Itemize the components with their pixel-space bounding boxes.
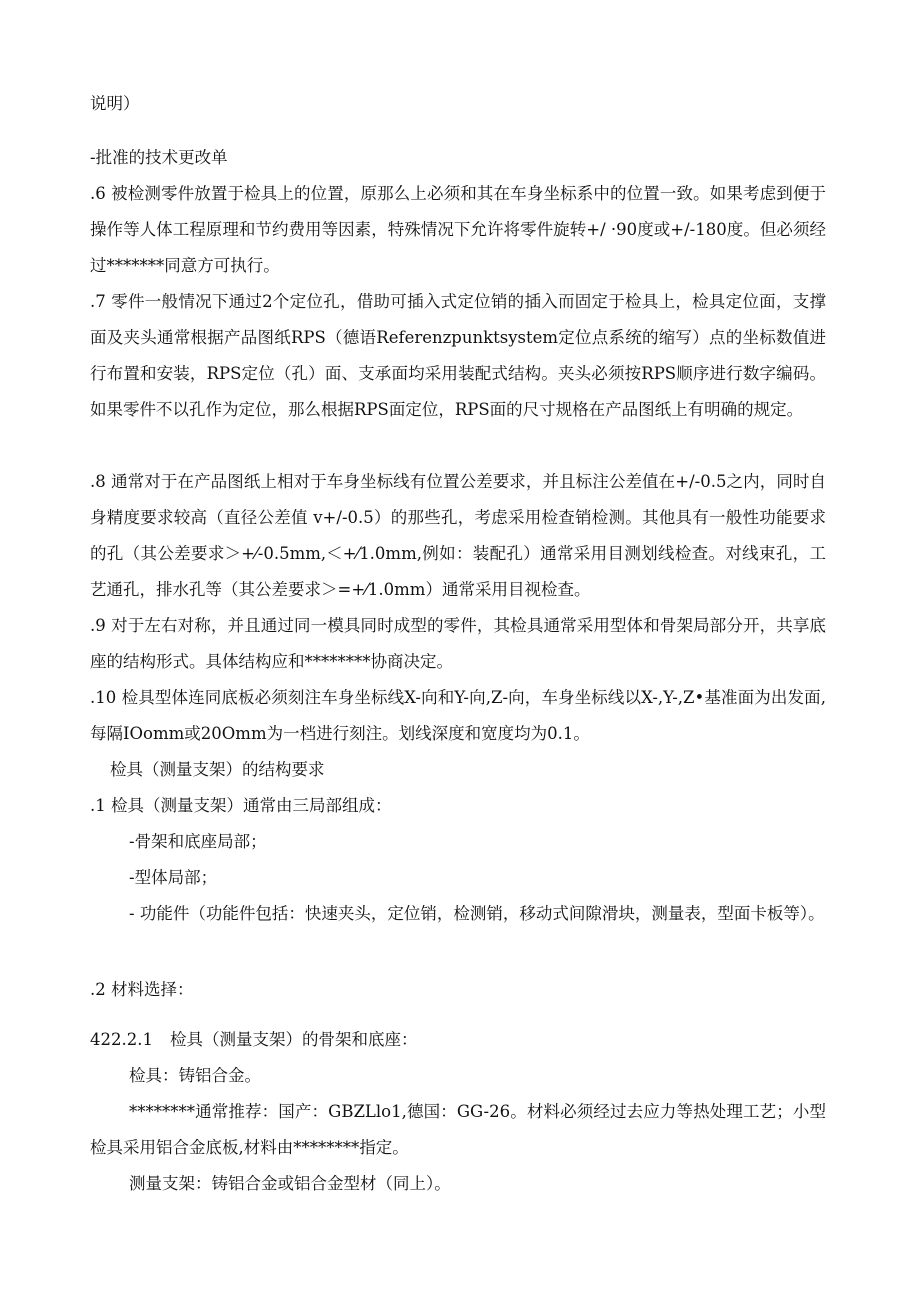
text-recommend: ********通常推荐：国产：GBZLlo1,德国：GG-26。材料必须经过去应力等热处理工艺；小型检具采用铝合金底板,材料由********指定。	[90, 1102, 826, 1157]
paragraph-9: .9 对于左右对称，并且通过同一模具同时成型的零件，其检具通常采用型体和骨架局部分开，共享底座的结构形式。具体结构应和********协商决定。	[90, 616, 826, 671]
item-1-b: -型体局部；	[129, 868, 218, 887]
paragraph-8: .8 通常对于在产品图纸上相对于车身坐标线有位置公差要求，并且标注公差值在+/-0.5之内，同时自身精度要求较高（直径公差值 v+/-0.5）的那些孔，考虑采用检查销检测。其他具有一般性功能要求的孔（其公差要求＞+⁄-0.5mm,＜+⁄1.0mm,例如：装配孔）通常采用目测划线检查。对线束孔，工艺通孔，排水孔等（其公差要求＞=+⁄1.0mm）通常采用目视检查。	[90, 472, 826, 599]
text-jianju: 检具：铸铝合金。	[129, 1066, 261, 1085]
item-2-2-1-text: 检具（测量支架）的骨架和底座：	[170, 1030, 418, 1049]
paragraph-10: .10 检具型体连同底板必须刻注车身坐标线X-向和Y-向,Z-向，车身坐标线以X-,Y-,Z•基准面为出发面,每隔IOomm或20Omm为一档进行刻注。划线深度和宽度均为0.1。	[90, 688, 826, 743]
text-measure-stand: 测量支架：铸铝合金或铝合金型材（同上）。	[129, 1174, 451, 1193]
item-1: .1 检具（测量支架）通常由三局部组成：	[90, 796, 392, 815]
item-2: .2 材料选择：	[90, 980, 194, 999]
text-approved-change-list: -批准的技术更改单	[90, 148, 228, 167]
section-title: 检具（测量支架）的结构要求	[110, 760, 325, 779]
item-2-2-1-number: 422.2.1	[90, 1030, 153, 1049]
paragraph-7: .7 零件一般情况下通过2个定位孔，借助可插入式定位销的插入而固定于检具上，检具定位面，支撑面及夹头通常根据产品图纸RPS（德语Referenzpunktsystem定位点系统的缩写）点的坐标数值进行布置和安装，RPS定位（孔）面、支承面均采用装配式结构。夹头必须按RPS顺序进行数字编码。如果零件不以孔作为定位，那么根据RPS面定位，RPS面的尺寸规格在产品图纸上有明确的规定。	[90, 292, 826, 419]
item-1-c: - 功能件（功能件包括：快速夹头，定位销，检测销，移动式间隙滑块，测量表，型面卡板等）。	[129, 904, 825, 923]
item-1-a: -骨架和底座局部；	[129, 832, 267, 851]
text-shuoming: 说明）	[90, 94, 140, 113]
item-2-2-1	[90, 1022, 418, 1058]
paragraph-6: .6 被检测零件放置于检具上的位置，原那么上必须和其在车身坐标系中的位置一致。如果考虑到便于操作等人体工程原理和节约费用等因素，特殊情况下允许将零件旋转+/ ·90度或+/-180度。但必须经过*******同意方可执行。	[90, 184, 826, 275]
